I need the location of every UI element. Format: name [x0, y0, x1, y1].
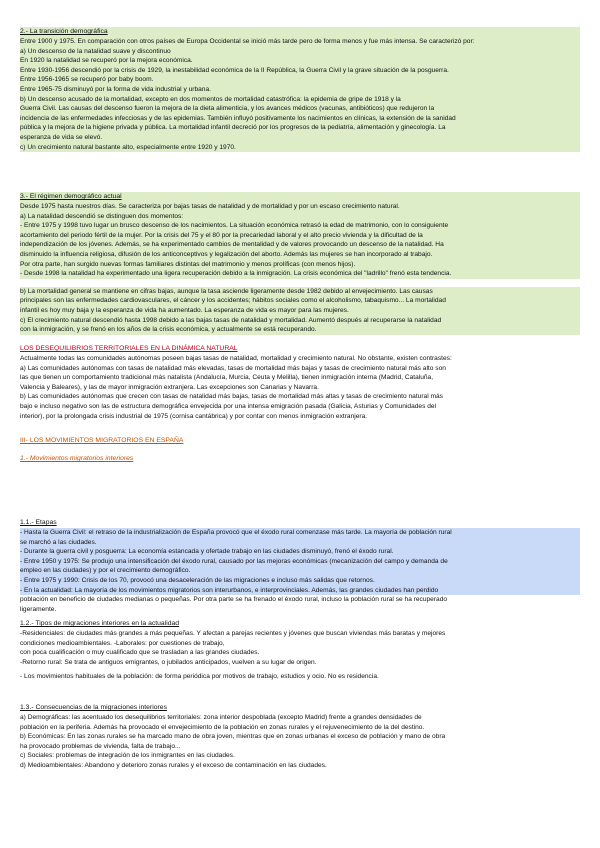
- paragraph-line: interior), por la prolongada crisis industrial de 1975 (cornisa cantábrica) y por contar con menos inmigración extranjera.: [20, 412, 368, 420]
- heading-movimientos-text: III- LOS MOVIMIENTOS MIGRATORIOS EN ESPAÑA: [20, 437, 184, 444]
- paragraph-line: b) Un descenso acusado de la mortalidad, excepto en dos momentos de mortalidad catastrófica: la epidemia de gripe de 1918 y la: [20, 95, 580, 105]
- paragraph-line: población en beneficio de ciudades medianas o pequeñas. Por otra parte se ha frenado el éxodo rural, incluso la población rural se ha recuperado: [20, 596, 448, 604]
- heading-transicion: 2.- La transición demográfica: [20, 27, 580, 37]
- paragraph-line: - Desde 1998 la natalidad ha experimentado una ligera recuperación debido a la inmigración. La crisis económica del "ladrillo" frenó esta tendencia.: [20, 269, 580, 279]
- paragraph-line: Por otra parte, han surgido nuevas formas familiares distintas del matrimonio y menos prolíficas (con menos hijos).: [20, 260, 580, 270]
- paragraph-line: a) Demográficas: las acentuado los desequilibrios territoriales: zona interior despoblada (excepto Madrid) frente a grandes densidades de: [20, 714, 422, 721]
- paragraph-line: ha provocado problemas de vivienda, falta de trabajo...: [20, 742, 181, 750]
- paragraph-line: b) La mortalidad general se mantiene en cifras bajas, aunque la tasa asciende ligeramente desde 1982 debido al envejecimiento. Las causas: [20, 287, 580, 297]
- paragraph-line: Entre 1900 y 1975. En comparación con otros países de Europa Occidental se inició más tarde pero de forma menos y fue más intensa. Se caracterizó por:: [20, 37, 580, 47]
- paragraph-line: ligeramente.: [20, 605, 57, 613]
- paragraph-line: c) El crecimiento natural descendió hasta 1998 debido a las bajas tasas de natalidad y mortalidad. Aumentó después al recuperarse la natalidad: [20, 316, 580, 326]
- paragraph-line: Entre 1965-75 disminuyó por la forma de vida industrial y urbana.: [20, 85, 580, 95]
- paragraph-line: - Entre 1975 y 1990: Crisis de los 70, provocó una desaceleración de las migraciones e incluso más salidas que retornos.: [20, 576, 580, 586]
- paragraph-line: las que tienen un comportamiento tradicional más natalista (Andalucía, Murcia, Ceuta y Melilla), tienen inmigración interna (Madrid, Cataluña,: [20, 374, 434, 382]
- paragraph-line: c) Un crecimiento natural bastante alto, especialmente entre 1920 y 1970.: [20, 143, 580, 153]
- paragraph-line: infantil es hoy muy baja y la esperanza de vida ha aumentado. La esperanza de vida es mayor para las mujeres.: [20, 306, 580, 316]
- heading-desequilibrios: LOS DESEQUILIBRIOS TERRITORIALES EN LA DINÁMICA NATURAL: [20, 345, 238, 352]
- paragraph-line: disminuido la influencia religiosa, difusión de los anticonceptivos y legalización del aborto. Además las mujeres se han incorporado al trabajo.: [20, 250, 580, 260]
- paragraph-line: Entre 1956-1965 se recuperó por baby boom.: [20, 75, 580, 85]
- paragraph-line: d) Medioambientales: Abandono y deterioro zonas rurales y el exceso de contaminación en las ciudades.: [20, 761, 327, 769]
- paragraph-line: - Los movimientos habituales de la población: de forma periódica por motivos de trabajo, estudios y ocio. No es residencia.: [20, 673, 379, 681]
- paragraph-line: empleo en las ciudades) y por el crecimiento demográfico.: [20, 566, 580, 576]
- heading-regimen-actual: 3.- El régimen demográfico actual: [20, 192, 580, 202]
- paragraph-line: -Residenciales: de ciudades más grandes a más pequeñas. Y afectan a parejas recientes y jóvenes que buscan viviendas más baratas y mejores: [20, 630, 446, 637]
- section-consecuencias: [20, 703, 580, 771]
- paragraph-line: con la inmigración, y se frenó en los años de la crisis económica, y actualmente se está recuperando.: [20, 325, 580, 335]
- paragraph-line: Valencia y Baleares), y las de mayor inmigración extranjera. Las excepciones son Canarias y Navarra.: [20, 383, 319, 391]
- section-desequilibrios: [20, 344, 580, 421]
- paragraph-line: bajo e incluso negativo son las de estructura demográfica envejecida por una intensa emigración pasada (Galicia, Asturias y Comunidades del: [20, 402, 437, 410]
- paragraph-line: se marchó a las ciudades.: [20, 538, 580, 548]
- paragraph-line: principales son las enfermedades cardiovasculares, el cáncer y los accidentes; hábitos sociales como el alcoholismo, tabaquismo... La mortalidad: [20, 296, 580, 306]
- paragraph-line: a) Las comunidades autónomas con tasas de natalidad más elevadas, tasas de mortalidad más bajas y tasas de crecimiento natural más alto son: [20, 364, 446, 372]
- subheading-migraciones-interiores: 1.- Movimientos migratorios interiores: [20, 455, 134, 462]
- paragraph-line: Entre 1930-1956 descendió por la crisis de 1929, la inestabilidad económica de la II República, la Guerra Civil y la grave situación de la posguerra.: [20, 66, 580, 76]
- paragraph-line: acortamiento del periodo fértil de la mujer. Por la crisis del 75 y el 80 por la precariedad laboral y el alto precio vivienda y la dificultad de la: [20, 231, 580, 241]
- paragraph-line: condiciones medioambientales. -Laborales: por cuestiones de trabajo,: [20, 639, 225, 647]
- heading-etapas: 1.1.- Etapas: [20, 519, 57, 526]
- paragraph-line: - Entre 1975 y 1998 tuvo lugar un brusco descenso de los nacimientos. La situación económica retrasó la edad de matrimonio, con lo consiguiente: [20, 221, 580, 231]
- section-tipos: [20, 619, 580, 682]
- paragraph-line: esperanza de vida se elevó.: [20, 133, 580, 143]
- paragraph-line: b) Las comunidades autónomas que crecen con tasas de natalidad más bajas, tasas de mortalidad más altas y tasas de crecimiento natural más: [20, 393, 443, 401]
- section-regimen-actual: [20, 192, 580, 335]
- paragraph-line: - En la actualidad: La mayoría de los movimientos migratorios son interurbanos, e interprovinciales. Además, las grandes ciudades han perdido: [20, 586, 580, 596]
- section-etapas: [20, 518, 580, 614]
- paragraph-line: con poca cualificación o muy cualificado que se trasladan a las grandes ciudades.: [20, 649, 260, 657]
- paragraph-line: -Retorno rural: Se trata de antiguos emigrantes, o jubilados anticipados, vuelven a su lugar de origen.: [20, 658, 317, 666]
- section-transicion: [20, 27, 580, 152]
- heading-tipos: 1.2.- Tipos de migraciones interiores en la actualidad: [20, 620, 180, 627]
- paragraph-line: En 1920 la natalidad se recuperó por la mejora económica.: [20, 56, 580, 66]
- paragraph-line: Desde 1975 hasta nuestros días. Se caracteriza por bajas tasas de natalidad y de mortalidad y por un escaso crecimiento natural.: [20, 202, 580, 212]
- paragraph-line: a) Un descenso de la natalidad suave y discontinuo: [20, 47, 580, 57]
- paragraph-line: - Durante la guerra civil y posguerra: La economía estancada y ofertade trabajo en las ciudades disminuyó, frenó el éxodo rural.: [20, 547, 580, 557]
- paragraph-line: a) La natalidad descendió se distinguen dos momentos:: [20, 212, 580, 222]
- paragraph-line: independización de los jóvenes. Además, se ha experimentado cambios de mentalidad y de valores provocando un descenso de la natalidad. Ha: [20, 240, 580, 250]
- paragraph-line: incidencia de las enfermedades infecciosas y de las epidemias. También influyó positivamente los nacimientos en clínicas, la extensión de la sanidad: [20, 114, 580, 124]
- paragraph-line: b) Económicas: En las zonas rurales se ha marcado mano de obra joven, mientras que en zonas urbanas el exceso de población y mano de obra: [20, 733, 446, 741]
- heading-movimientos-migratorios: [20, 436, 580, 446]
- paragraph-line: - Hasta la Guerra Civil: el retraso de la industrialización de España provocó que el éxodo rural comenzase más tarde. La mayoría de población rural: [20, 528, 580, 538]
- paragraph-line: Actualmente todas las comunidades autónomas poseen bajas tasas de natalidad, mortalidad y crecimiento natural. No obstante, existen contrastes:: [20, 355, 452, 362]
- paragraph-line: pública y la mejora de la higiene privada y pública. La mortalidad infantil decreció por los progresos de la pediatría, alimentación y ginecología. La: [20, 123, 580, 133]
- paragraph-line: - Entre 1950 y 1975: Se produjo una intensificación del éxodo rural, causado por las mejoras económicas (mecanización del campo y demanda de: [20, 557, 580, 567]
- paragraph-line: Guerra Civil. Las causas del descenso fueron la mejora de la dieta alimenticia, y los avances médicos (vacunas, antibióticos) que redujeron la: [20, 104, 580, 114]
- heading-consecuencias: 1.3.- Consecuencias de la migraciones interiores: [20, 704, 167, 711]
- section-movimientos: [20, 436, 580, 464]
- paragraph-line: población en la periferia. Además ha provocado el envejecimiento de la población en zonas rurales y el rejuvenecimiento de la del destino.: [20, 723, 425, 731]
- paragraph-line: c) Sociales: problemas de integración de los inmigrantes en las ciudades.: [20, 752, 235, 760]
